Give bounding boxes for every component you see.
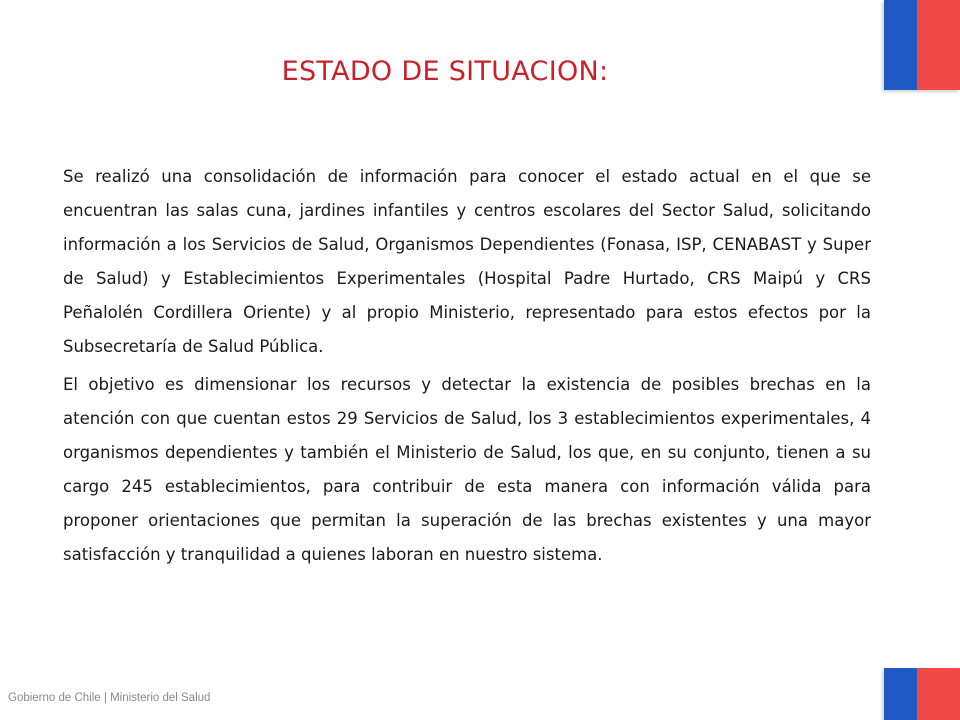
slide-title: ESTADO DE SITUACION:	[281, 56, 609, 87]
paragraph-objective: El objetivo es dimensionar los recursos y detectar la existencia de posibles brechas en la atención con que cuentan estos 29 Servicios de Salud, los 3 establecimientos experimentales, 4 organismos dependientes y también el Ministerio de Salud, los que, en su conjunto, tienen a su cargo 245 establecimientos, para contribuir de esta manera con información válida para proponer orientaciones que permitan la superación de las brechas existentes y una mayor satisfacción y tranquilidad a quienes laboran en nuestro sistema.	[63, 375, 871, 564]
footer-credit: Gobierno de Chile | Ministerio del Salud	[8, 692, 211, 704]
flag-red-stripe	[917, 668, 960, 720]
chile-flag-bar-bottom	[884, 668, 960, 720]
flag-red-stripe	[917, 0, 960, 90]
paragraph-context: Se realizó una consolidación de información para conocer el estado actual en el que se encuentran las salas cuna, jardines infantiles y centros escolares del Sector Salud, solicitando información a los Servicios de Salud, Organismos Dependientes (Fonasa, ISP, CENABAST y Super de Salud) y Establecimientos Experimentales (Hospital Padre Hurtado, CRS Maipú y CRS Peñalolén Cordillera Oriente) y al propio Ministerio, representado para estos efectos por la Subsecretaría de Salud Pública.	[63, 167, 871, 356]
slide-body	[63, 160, 871, 576]
flag-blue-stripe	[884, 668, 917, 720]
chile-flag-bar-top	[884, 0, 960, 90]
